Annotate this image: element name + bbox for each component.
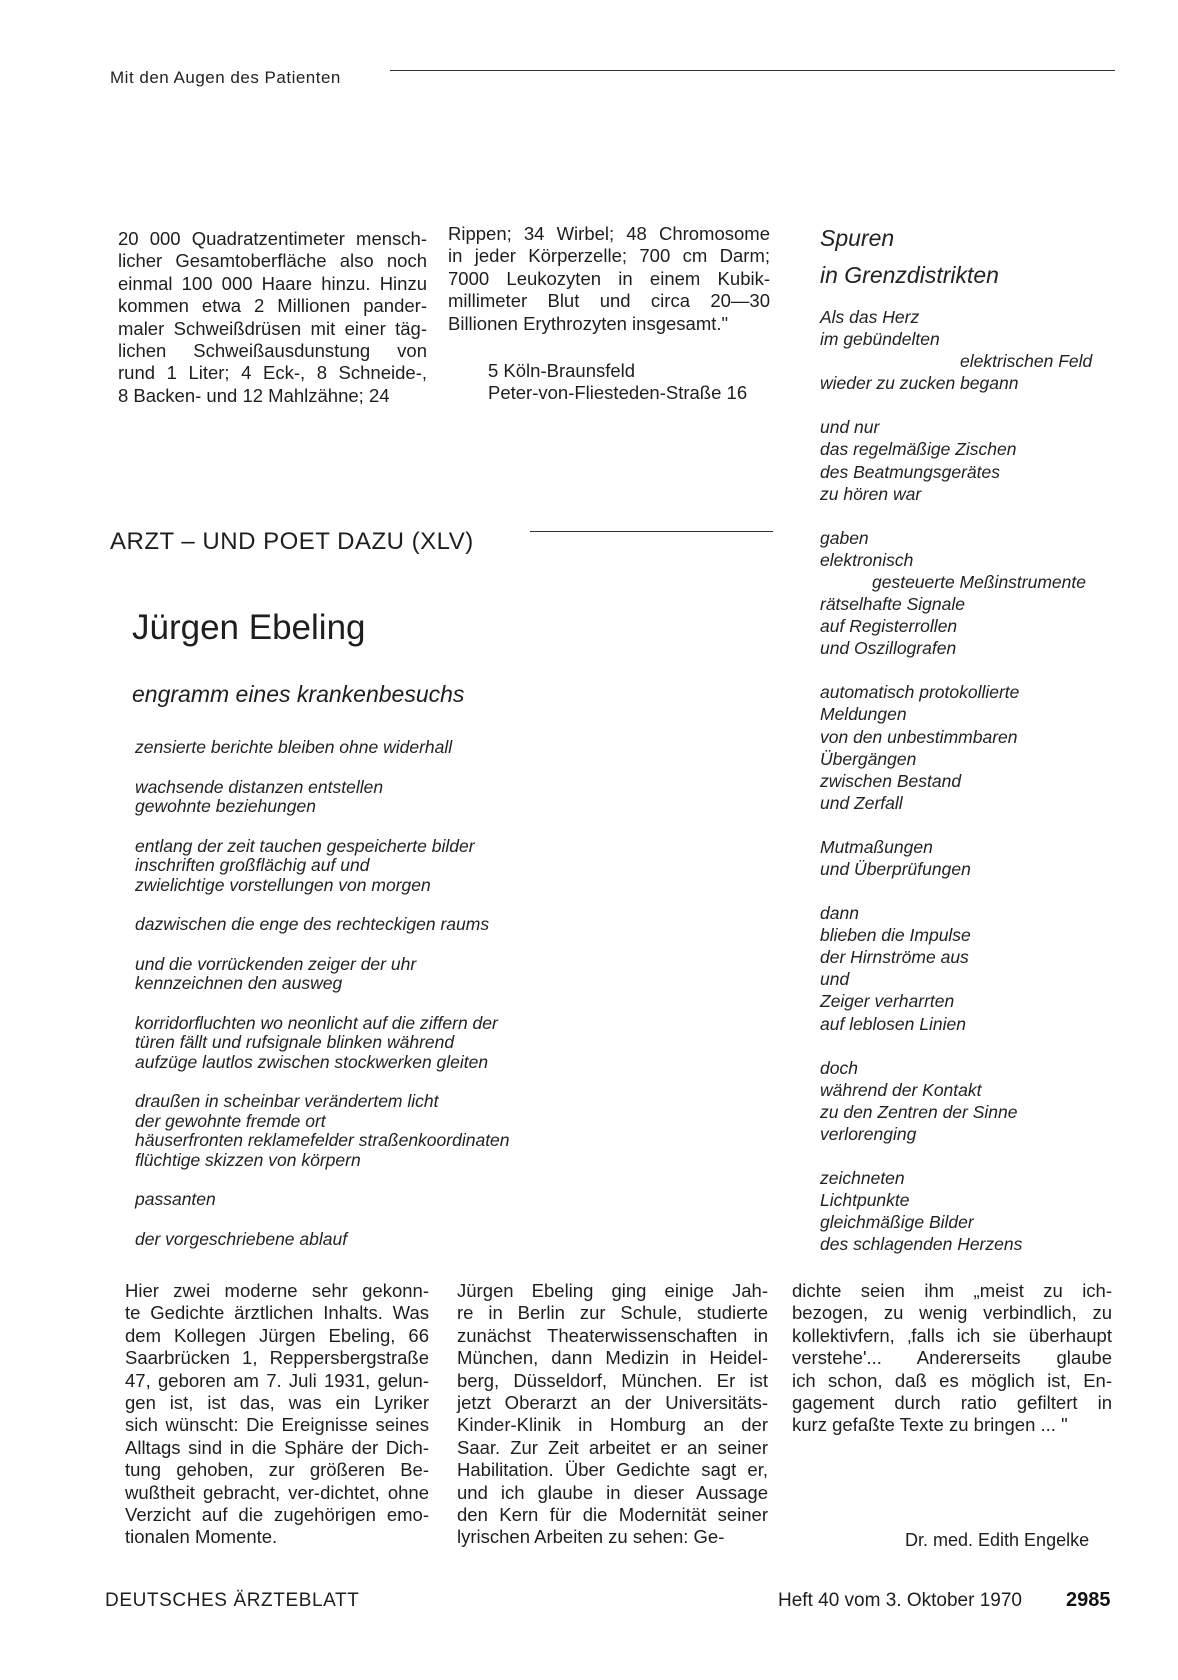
poem-line: Als das Herz	[820, 307, 920, 327]
poem-2-title-line-1: Spuren	[820, 225, 895, 251]
poem-1	[135, 738, 615, 1269]
poem-line: auf leblosen Linien	[820, 1013, 966, 1034]
text-line: gen ist, ist das, was ein Lyriker	[125, 1392, 429, 1414]
text-line: und ich glaube in dieser Aussage	[457, 1481, 768, 1503]
poem-line: entlang der zeit tauchen gespeicherte bilder	[135, 835, 475, 856]
text-column-1-top	[118, 228, 427, 407]
text-line: berg, Düsseldorf, München. Er ist	[457, 1369, 768, 1391]
text-line: in jeder Körperzelle; 700 cm Darm;	[448, 245, 770, 267]
poem-1-stanza	[135, 738, 615, 758]
text-line: 20 000 Quadratzentimeter mensch-	[118, 228, 427, 249]
commentary-column-3	[792, 1280, 1112, 1437]
text-line: sich wünscht: Die Ereignisse seines	[125, 1414, 429, 1436]
poem-line: des schlagenden Herzens	[820, 1234, 1023, 1255]
poem-line: elektrischen Feld	[960, 351, 1093, 372]
poem-1-stanza	[135, 1014, 615, 1073]
series-rule	[530, 531, 773, 532]
poem-2-stanza	[820, 836, 1120, 880]
text-line: Saar. Zur Zeit arbeitet er an seiner	[457, 1436, 768, 1458]
text-line: Habilitation. Über Gedichte sagt er,	[457, 1459, 768, 1481]
poem-line: und	[820, 969, 850, 990]
poem-line: und Zerfall	[820, 792, 903, 813]
text-line: wußtheit gebracht, ver-dichtet, ohne	[125, 1481, 429, 1503]
poem-line: und die vorrückenden zeiger der uhr	[135, 953, 417, 974]
poem-line: verlorenging	[820, 1123, 917, 1144]
poem-1-stanza	[135, 915, 615, 935]
footer-issue: Heft 40 vom 3. Oktober 1970	[778, 1590, 1022, 1611]
poem-line: der vorgeschriebene ablauf	[135, 1228, 348, 1249]
poem-2-stanza	[820, 527, 1120, 660]
text-line: 47, geboren am 7. Juli 1931, gelun-	[125, 1369, 429, 1391]
poem-2-stanza	[820, 681, 1120, 814]
poem-line: Meldungen	[820, 704, 907, 725]
poem-line: zu den Zentren der Sinne	[820, 1101, 1018, 1122]
poem-line: inschriften großflächig auf und	[135, 855, 370, 875]
poem-line: draußen in scheinbar verändertem licht	[135, 1091, 439, 1111]
text-line: Kinder-Klinik in Homburg an der	[457, 1414, 768, 1436]
poem-2-stanza	[820, 416, 1120, 504]
text-line: verstehe'... Andererseits glaube	[792, 1347, 1112, 1369]
poem-line: Zeiger verharrten	[820, 991, 955, 1012]
signature: Dr. med. Edith Engelke	[905, 1530, 1090, 1550]
poem-2-stanza	[820, 1057, 1120, 1145]
poem-line: gewohnte beziehungen	[135, 796, 316, 816]
text-line: kurz gefaßte Texte zu bringen ... "	[792, 1414, 1068, 1436]
series-title: ARZT – UND POET DAZU (XLV)	[110, 528, 474, 555]
commentary-column-2	[457, 1280, 768, 1549]
text-line: gagement durch ratio gefiltert in	[792, 1392, 1112, 1414]
text-line: re in Berlin zur Schule, studierte	[457, 1302, 768, 1324]
poem-1-stanza	[135, 1092, 615, 1170]
author-name: Jürgen Ebeling	[132, 608, 366, 647]
poem-line: das regelmäßige Zischen	[820, 439, 1017, 460]
poem-line: flüchtige skizzen von körpern	[135, 1149, 361, 1170]
poem-line: aufzüge lautlos zwischen stockwerken gleiten	[135, 1051, 489, 1072]
poem-line: gleichmäßige Bilder	[820, 1212, 974, 1233]
address-street: Peter-von-Fliesteden-Straße 16	[488, 382, 748, 403]
poem-line: zeichneten	[820, 1168, 905, 1188]
poem-line: auf Registerrollen	[820, 616, 958, 637]
text-line: einmal 100 000 Haare hinzu. Hinzu	[118, 272, 427, 294]
text-line: Alltags sind in die Sphäre der Dich-	[125, 1436, 429, 1458]
poem-line: wachsende distanzen entstellen	[135, 776, 384, 797]
poem-line: doch	[820, 1057, 858, 1078]
text-line: Rippen; 34 Wirbel; 48 Chromosome	[448, 223, 770, 244]
poem-line: passanten	[135, 1189, 216, 1209]
poem-line: korridorfluchten wo neonlicht auf die ziffern der	[135, 1012, 498, 1033]
text-line: dichte seien ihm „meist zu ich-	[792, 1280, 1112, 1301]
poem-2-title-line-2: in Grenzdistrikten	[820, 262, 999, 288]
text-line: 8 Backen- und 12 Mahlzähne; 24	[118, 384, 390, 406]
poem-line: im gebündelten	[820, 329, 940, 350]
text-line: kollektivfern, ‚falls ich sie überhaupt	[792, 1324, 1112, 1346]
text-line: lyrischen Arbeiten zu sehen: Ge-	[457, 1526, 725, 1548]
text-line: bezogen, zu wenig verbindlich, zu	[792, 1302, 1112, 1324]
poem-line: wieder zu zucken begann	[820, 373, 1019, 394]
poem-line: kennzeichnen den ausweg	[135, 973, 343, 993]
poem-1-stanza	[135, 778, 615, 817]
page-number: 2985	[1066, 1589, 1111, 1611]
text-line: den Kern für die Modernität seiner	[457, 1504, 768, 1526]
text-line: tionalen Momente.	[125, 1526, 278, 1548]
poem-line: dazwischen die enge des rechteckigen raums	[135, 914, 490, 934]
poem-1-stanza	[135, 955, 615, 994]
text-line: Saarbrücken 1, Reppersbergstraße	[125, 1347, 429, 1369]
poem-line: Mutmaßungen	[820, 836, 933, 857]
poem-line: häuserfronten reklamefelder straßenkoordinaten	[135, 1130, 510, 1150]
text-line: Hier zwei moderne sehr gekonn-	[125, 1280, 429, 1301]
footer-journal: DEUTSCHES ÄRZTEBLATT	[105, 1590, 360, 1611]
text-line: Verzicht auf die zugehörigen emo-	[125, 1504, 429, 1526]
poem-line: automatisch protokollierte	[820, 682, 1020, 703]
poem-line: zwielichtige vorstellungen von morgen	[135, 874, 431, 895]
poem-line: dann	[820, 903, 859, 924]
poem-2	[820, 306, 1120, 1277]
section-header: Mit den Augen des Patienten	[110, 68, 341, 87]
poem-line: elektronisch	[820, 549, 914, 570]
poem-line: und Überprüfungen	[820, 858, 971, 879]
text-line: lichen Schweißausdunstung von	[118, 340, 427, 362]
text-line: te Gedichte ärztlichen Inhalts. Was	[125, 1302, 429, 1324]
text-line: ich schon, daß es möglich ist, En-	[792, 1369, 1112, 1391]
commentary-column-1	[125, 1280, 429, 1549]
poem-line: und Oszillografen	[820, 638, 957, 659]
text-line: rund 1 Liter; 4 Eck-, 8 Schneide-,	[118, 362, 427, 384]
poem-line: zu hören war	[820, 483, 922, 504]
text-line: jetzt Oberarzt an der Universitäts-	[457, 1392, 768, 1414]
poem-line: von den unbestimmbaren	[820, 726, 1018, 747]
poem-line: türen fällt und rufsignale blinken während	[135, 1032, 455, 1052]
text-column-2-top	[448, 223, 770, 335]
poem-1-title: engramm eines krankenbesuchs	[132, 681, 465, 707]
text-line: kommen etwa 2 Millionen pander-	[118, 295, 427, 317]
poem-line: gesteuerte Meßinstrumente	[872, 571, 1086, 592]
address-city: 5 Köln-Braunsfeld	[488, 360, 636, 381]
poem-2-stanza	[820, 902, 1120, 1035]
poem-1-stanza	[135, 837, 615, 896]
poem-line: der gewohnte fremde ort	[135, 1110, 326, 1131]
poem-line: des Beatmungsgerätes	[820, 461, 1000, 482]
poem-line: zensierte berichte bleiben ohne widerhall	[135, 737, 453, 757]
poem-2-stanza	[820, 1167, 1120, 1255]
text-line: Billionen Erythrozyten insgesamt."	[448, 312, 729, 334]
poem-line: während der Kontakt	[820, 1079, 982, 1100]
text-line: Jürgen Ebeling ging einige Jah-	[457, 1280, 768, 1301]
text-line: zunächst Theaterwissenschaften in	[457, 1324, 768, 1346]
poem-line: gaben	[820, 527, 869, 548]
poem-1-stanza	[135, 1190, 615, 1210]
text-line: dem Kollegen Jürgen Ebeling, 66	[125, 1324, 429, 1346]
poem-line: Übergängen	[820, 748, 917, 769]
poem-line: blieben die Impulse	[820, 925, 971, 946]
text-line: millimeter Blut und circa 20—30	[448, 290, 770, 312]
poem-line: zwischen Bestand	[820, 770, 962, 791]
text-line: licher Gesamtoberfläche also noch	[118, 250, 427, 272]
text-line: tung gehoben, zur größeren Be-	[125, 1459, 429, 1481]
text-line: 7000 Leukozyten in einem Kubik-	[448, 267, 770, 289]
poem-2-stanza	[820, 306, 1120, 394]
poem-1-stanza	[135, 1230, 615, 1250]
poem-line: rätselhafte Signale	[820, 594, 965, 615]
text-line: München, dann Medizin in Heidel-	[457, 1347, 768, 1369]
address-block	[488, 360, 788, 404]
poem-line: Lichtpunkte	[820, 1190, 910, 1211]
header-rule	[390, 70, 1115, 71]
poem-line: der Hirnströme aus	[820, 947, 969, 968]
text-line: maler Schweißdrüsen mit einer täg-	[118, 317, 427, 339]
poem-line: und nur	[820, 417, 880, 438]
